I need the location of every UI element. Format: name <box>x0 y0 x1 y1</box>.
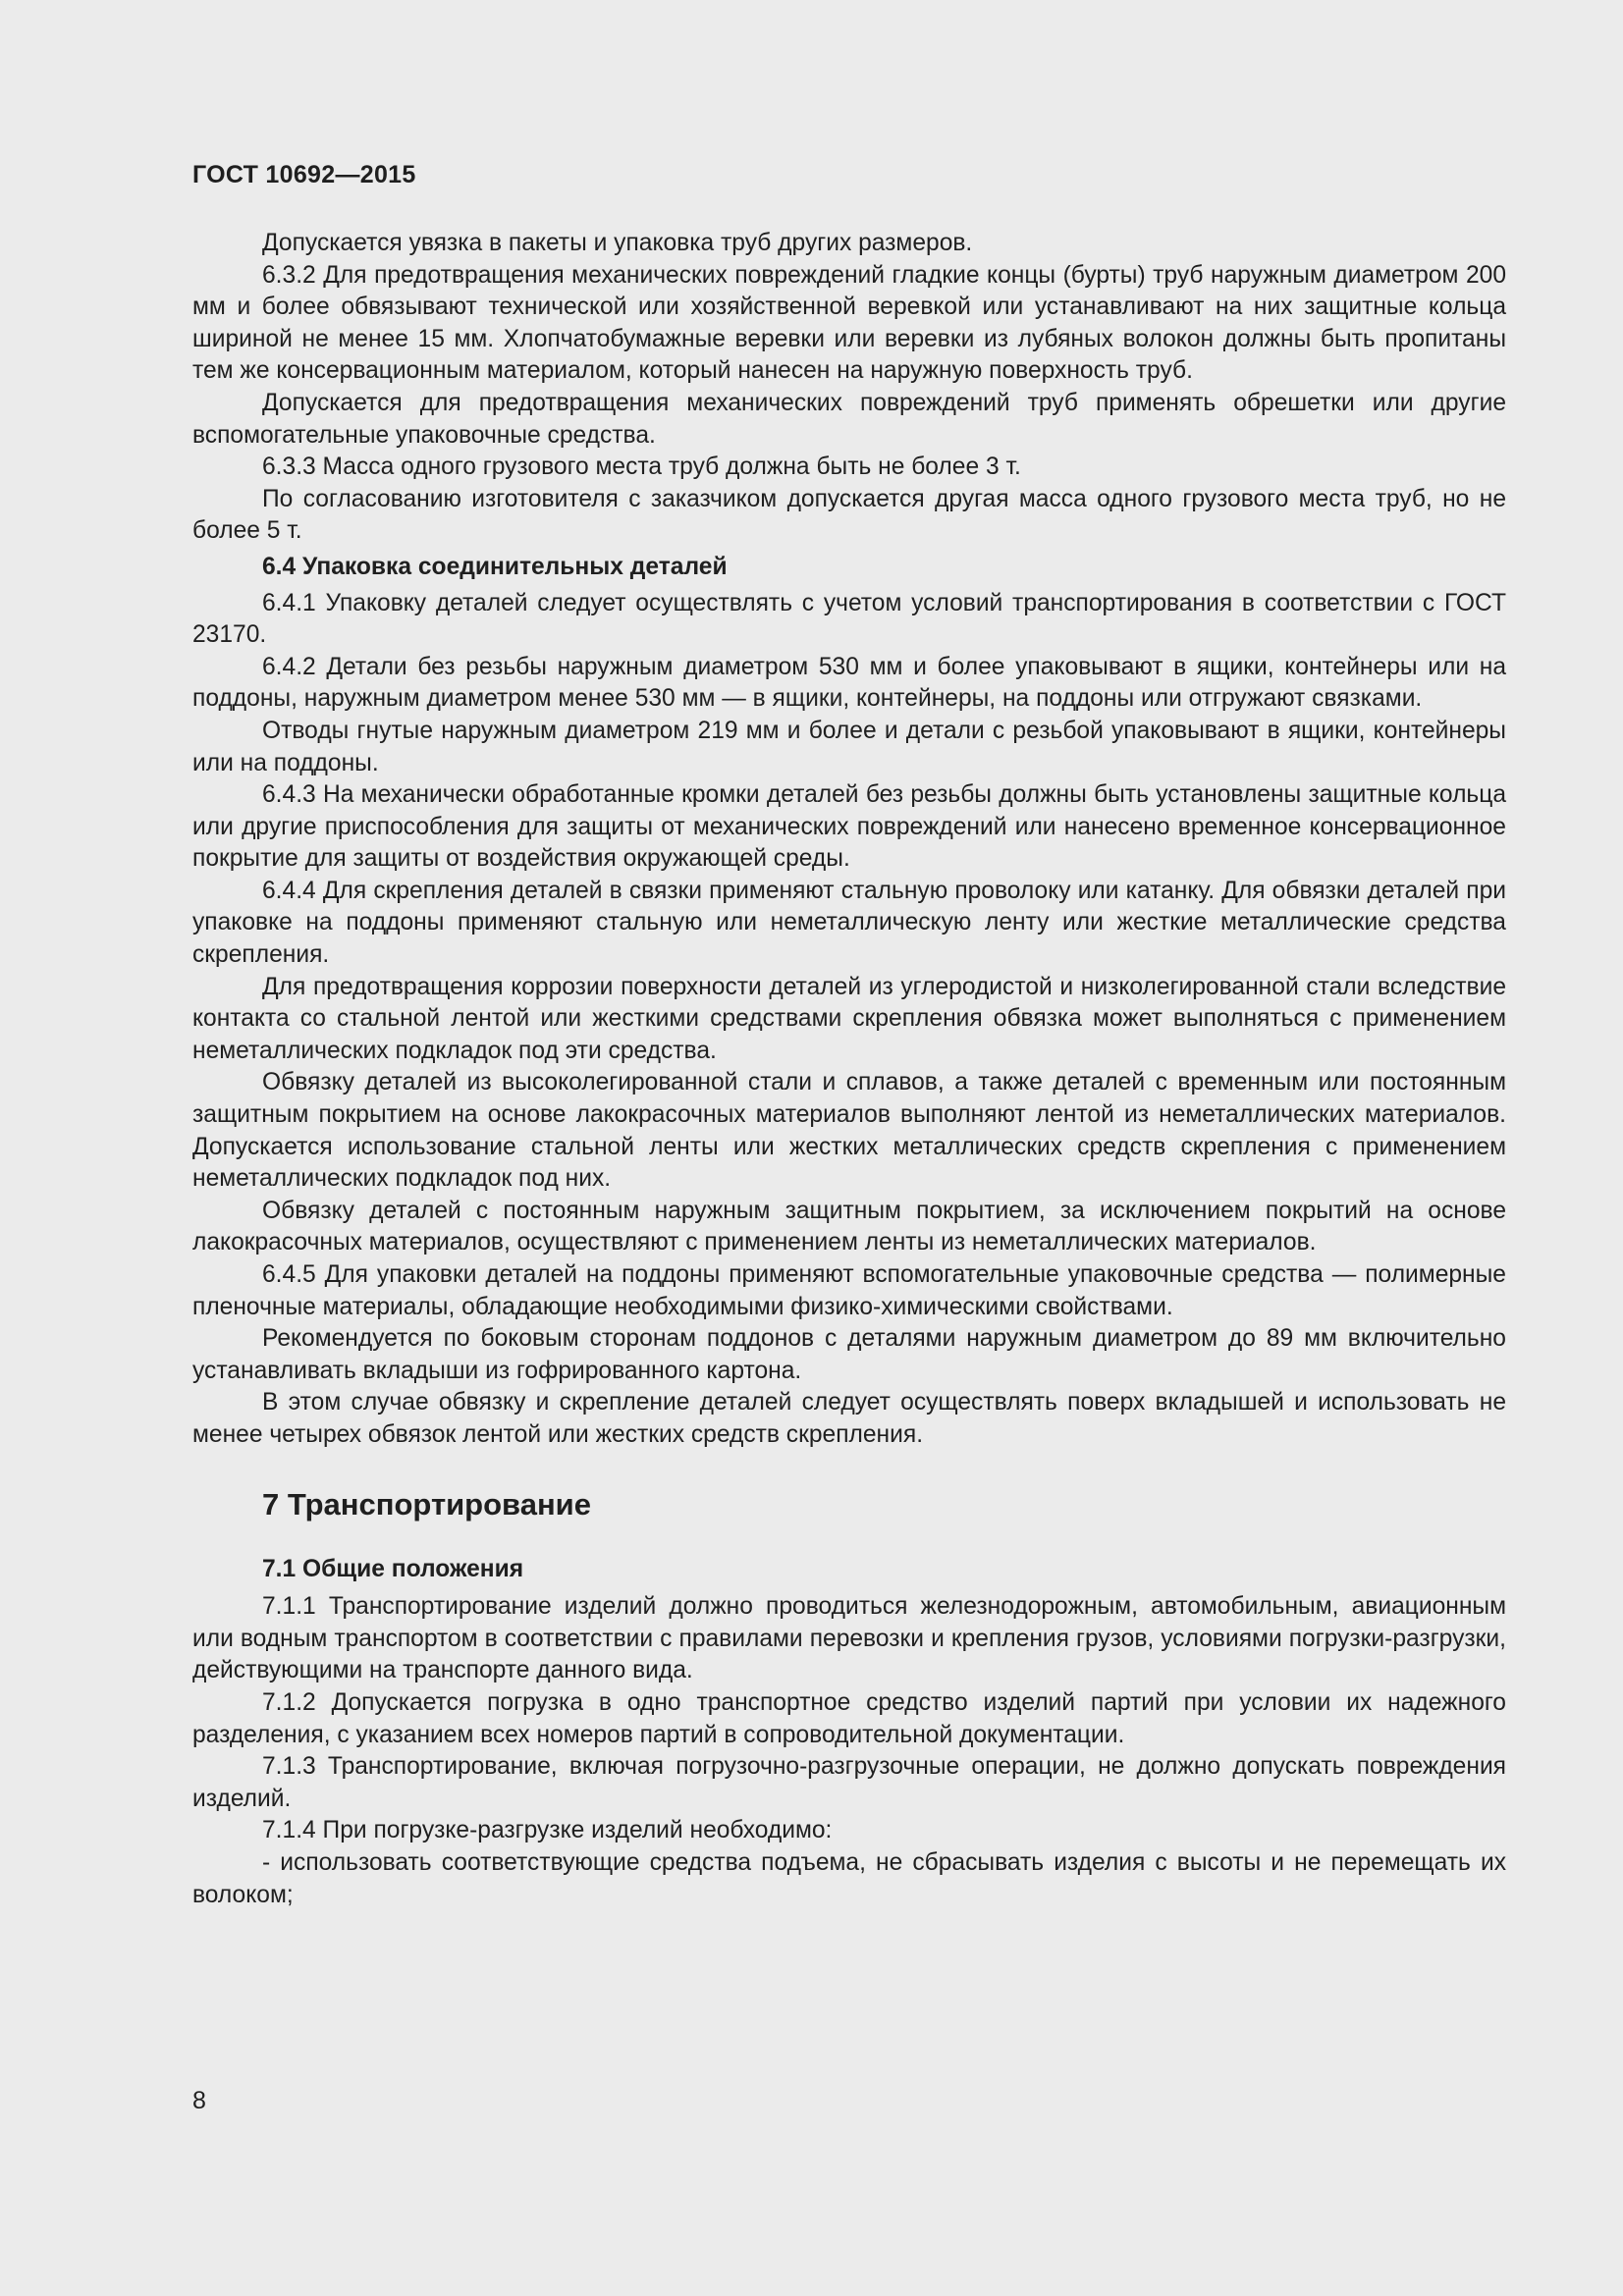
page-number: 8 <box>192 2087 206 2114</box>
paragraph: 6.4.4 Для скрепления деталей в связки применяют стальную проволоку или катанку. Для обвязки деталей при упаковке на поддоны применяют стальную или неметаллическую ленту или жесткие металлические средства скрепления. <box>192 877 1506 969</box>
subsection-heading: 7.1 Общие положения <box>262 1555 524 1582</box>
paragraph: 6.4.3 На механически обработанные кромки деталей без резьбы должны быть установлены защитные кольца или другие приспособления для защиты от механических повреждений или нанесено временное консервационное покрытие для защиты от воздействия окружающей среды. <box>192 781 1506 873</box>
section-heading: 7 Транспортирование <box>262 1486 591 1522</box>
document-page <box>192 0 1506 2296</box>
paragraph: Допускается для предотвращения механических повреждений труб применять обрешетки или другие вспомогательные упаковочные средства. <box>192 389 1506 449</box>
paragraph: 6.4.5 Для упаковки деталей на поддоны применяют вспомогательные упаковочные средства — полимерные пленочные материалы, обладающие необходимыми физико-химическими свойствами. <box>192 1261 1506 1320</box>
paragraph: В этом случае обвязку и скрепление деталей следует осуществлять поверх вкладышей и использовать не менее четырех обвязок лентой или жестких средств скрепления. <box>192 1389 1506 1448</box>
paragraph: По согласованию изготовителя с заказчиком допускается другая масса одного грузового места труб, но не более 5 т. <box>192 485 1506 545</box>
paragraph: 7.1.3 Транспортирование, включая погрузочно-разгрузочные операции, не должно допускать повреждения изделий. <box>192 1753 1506 1812</box>
paragraph: Допускается увязка в пакеты и упаковка труб других размеров. <box>262 230 973 256</box>
list-item: - использовать соответствующие средства подъема, не сбрасывать изделия с высоты и не перемещать их волоком; <box>192 1848 1506 1908</box>
paragraph: 6.4.2 Детали без резьбы наружным диаметром 530 мм и более упаковывают в ящики, контейнеры или на поддоны, наружным диаметром менее 530 мм — в ящики, контейнеры, на поддоны или отгружают связками. <box>192 653 1506 713</box>
paragraph: Для предотвращения коррозии поверхности деталей из углеродистой и низколегированной стали вследствие контакта со стальной лентой или жесткими средствами скрепления обвязка может выполняться с применением неметаллических подкладок под эти средства. <box>192 973 1506 1064</box>
paragraph: 6.3.2 Для предотвращения механических повреждений гладкие концы (бурты) труб наружным диаметром 200 мм и более обвязывают технической или хозяйственной веревкой или устанавливают на них защитные кольца шириной не менее 15 мм. Хлопчатобумажные веревки или веревки из лубяных волокон должны быть пропитаны тем же консервационным материалом, который нанесен на наружную поверхность труб. <box>192 261 1506 385</box>
subsection-heading: 6.4 Упаковка соединительных деталей <box>262 553 728 580</box>
document-header: ГОСТ 10692—2015 <box>192 161 416 188</box>
paragraph: 6.4.1 Упаковку деталей следует осуществлять с учетом условий транспортирования в соответствии с ГОСТ 23170. <box>192 589 1506 649</box>
paragraph: Обвязку деталей с постоянным наружным защитным покрытием, за исключением покрытий на основе лакокрасочных материалов, осуществляют с применением ленты из неметаллических материалов. <box>192 1197 1506 1256</box>
paragraph: 7.1.4 При погрузке-разгрузке изделий необходимо: <box>262 1817 833 1844</box>
paragraph: Рекомендуется по боковым сторонам поддонов с деталями наружным диаметром до 89 мм включительно устанавливать вкладыши из гофрированного картона. <box>192 1325 1506 1384</box>
paragraph: 7.1.1 Транспортирование изделий должно проводиться железнодорожным, автомобильным, авиационным или водным транспортом в соответствии с правилами перевозки и крепления грузов, условиями погрузки-разгрузки, действующими на транспорте данного вида. <box>192 1593 1506 1684</box>
document-body <box>192 228 1506 1911</box>
paragraph: 6.3.3 Масса одного грузового места труб должна быть не более 3 т. <box>262 454 1021 481</box>
paragraph: Отводы гнутые наружным диаметром 219 мм и более и детали с резьбой упаковывают в ящики, контейнеры или на поддоны. <box>192 717 1506 776</box>
paragraph: Обвязку деталей из высоколегированной стали и сплавов, а также деталей с временным или постоянным защитным покрытием на основе лакокрасочных материалов выполняют лентой из неметаллических материалов. Допускается использование стальной ленты или жестких металлических средств скрепления с применением неметаллических подкладок под них. <box>192 1069 1506 1193</box>
paragraph: 7.1.2 Допускается погрузка в одно транспортное средство изделий партий при условии их надежного разделения, с указанием всех номеров партий в сопроводительной документации. <box>192 1688 1506 1748</box>
